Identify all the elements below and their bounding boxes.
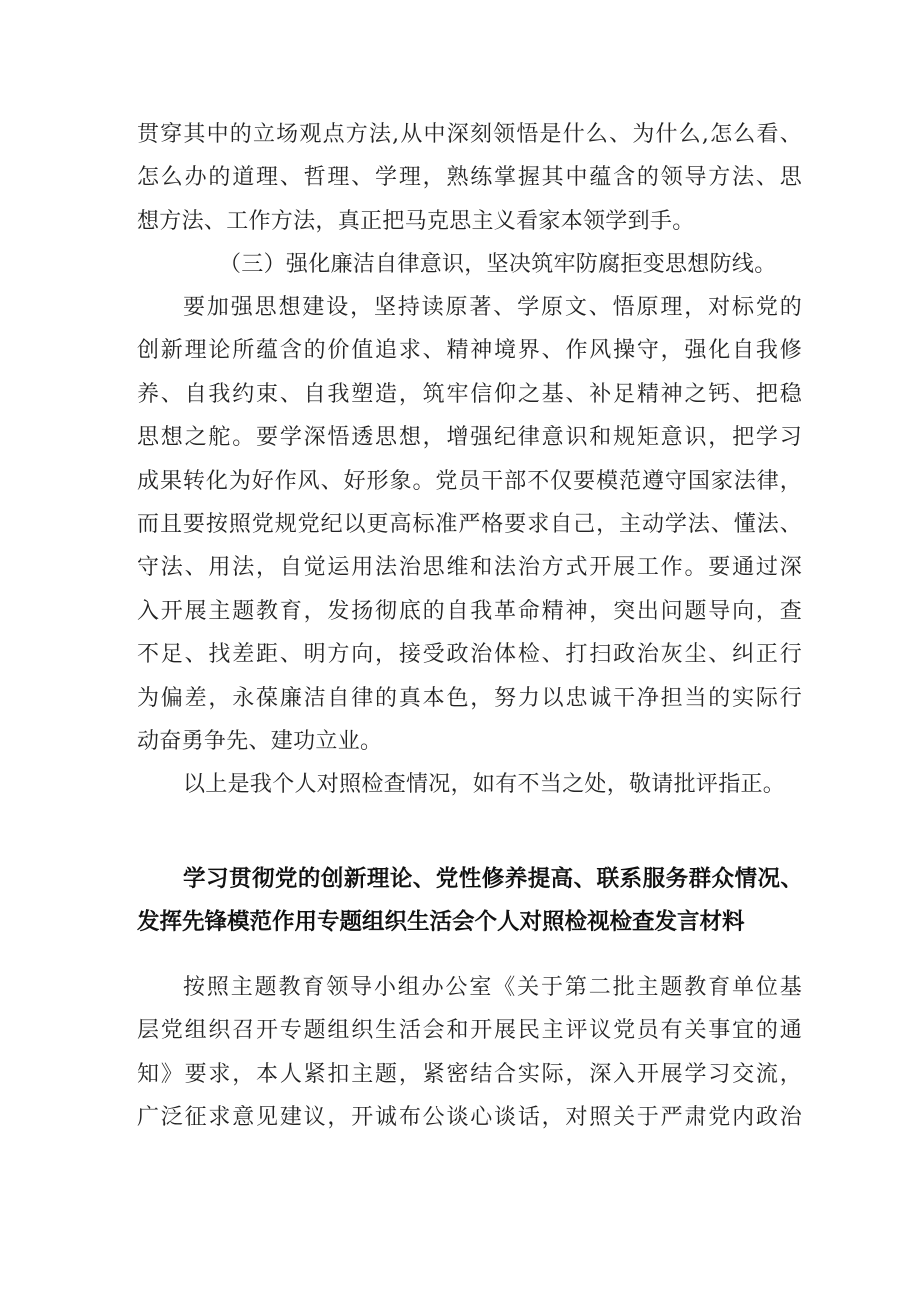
text-line: 为偏差，永葆廉洁自律的真本色，努力以忠诚干净担当的实际行 [137, 685, 802, 711]
text-line: 要加强思想建设，坚持读原著、学原文、悟原理，对标党的 [183, 295, 802, 320]
document-title-line-2 [137, 901, 769, 944]
text-line: 层党组织召开专题组织生活会和开展民主评议党员有关事宜的通 [137, 1018, 802, 1044]
text-line: 按照主题教育领导小组办公室《关于第二批主题教育单位基 [183, 975, 802, 1000]
title-line: 发挥先锋模范作用专题组织生活会个人对照检视检查发言材料 [137, 909, 745, 935]
text-line: 想方法、工作方法，真正把马克思主义看家本领学到手。 [137, 208, 695, 234]
text-line: 而且要按照党规党纪以更高标准严格要求自己，主动学法、懂法、 [137, 511, 802, 537]
text-line: 贯穿其中的立场观点方法,从中深刻领悟是什么、为什么,怎么看、 [137, 122, 802, 147]
closing-text: 以上是我个人对照检查情况，如有不当之处，敬请批评指正。 [183, 772, 786, 797]
subheading-text: （三）强化廉洁自律意识，坚决筑牢防腐拒变思想防线。 [219, 252, 777, 277]
text-line: 成果转化为好作风、好形象。党员干部不仅要模范遵守国家法律， [137, 468, 802, 494]
text-line: 知》要求，本人紧扣主题，紧密结合实际，深入开展学习交流， [137, 1061, 802, 1087]
intro-paragraph [137, 966, 802, 1140]
paragraph-integrity [137, 286, 802, 763]
text-line: 守法、用法，自觉运用法治思维和法治方式开展工作。要通过深 [137, 555, 802, 581]
text-line: 创新理论所蕴含的价值追求、精神境界、作风操守，强化自我修 [137, 338, 802, 364]
subheading-three [137, 243, 802, 286]
paragraph-continuation [137, 113, 802, 243]
text-line: 怎么办的道理、哲理、学理，熟练掌握其中蕴含的领导方法、思 [137, 165, 802, 191]
text-line: 不足、找差距、明方向，接受政治体检、打扫政治灰尘、纠正行 [137, 642, 802, 668]
text-line: 动奋勇争先、建功立业。 [137, 728, 383, 754]
closing-paragraph [137, 763, 802, 806]
text-line: 入开展主题教育，发扬彻底的自我革命精神，突出问题导向，查 [137, 598, 802, 624]
document-title [183, 858, 803, 901]
text-line: 思想之舵。要学深悟透思想，增强纪律意识和规矩意识，把学习 [137, 425, 802, 451]
title-line: 学习贯彻党的创新理论、党性修养提高、联系服务群众情况、 [183, 866, 803, 892]
text-line: 广泛征求意见建议，开诚布公谈心谈话，对照关于严肃党内政治 [137, 1105, 802, 1131]
text-line: 养、自我约束、自我塑造，筑牢信仰之基、补足精神之钙、把稳 [137, 381, 802, 407]
